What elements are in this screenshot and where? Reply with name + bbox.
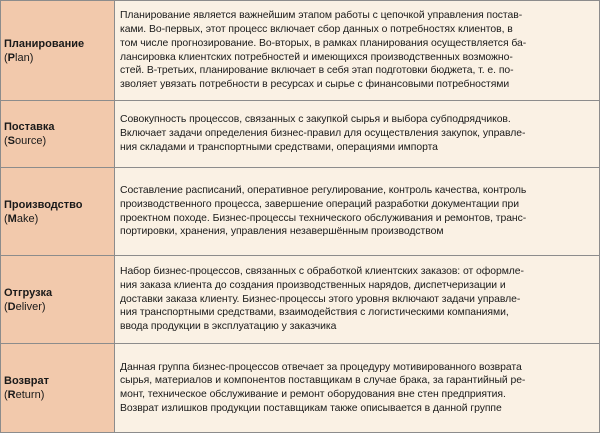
description-line: Включает задачи определения бизнес-правил для осуществления закупок, управле- bbox=[120, 128, 526, 140]
stage-en-rest: eturn) bbox=[15, 389, 45, 401]
description-line: стей. В-третьих, планирование включает в себя этап подготовки бюджета, т. е. по- bbox=[120, 65, 514, 77]
description-line: сырья, материалов и компонентов поставщикам в случае брака, за гарантийный ре- bbox=[120, 375, 526, 387]
description-cell-deliver bbox=[115, 256, 600, 344]
stage-name-ru: Отгрузка bbox=[4, 286, 53, 299]
table-row-deliver bbox=[1, 256, 600, 344]
description-line: производственного процесса, завершение операций разработки документации при bbox=[120, 198, 519, 210]
stage-name-ru: Производство bbox=[4, 198, 83, 211]
stage-cell-deliver bbox=[1, 256, 115, 344]
stage-en-rest: lan) bbox=[15, 51, 34, 64]
stage-name-en bbox=[4, 212, 111, 226]
description-line: Набор бизнес-процессов, связанных с обработкой клиентских заказов: от оформле- bbox=[120, 266, 524, 278]
stage-cell-make bbox=[1, 168, 115, 256]
stage-en-initial: R bbox=[7, 389, 16, 401]
description-cell-plan bbox=[115, 1, 600, 101]
description-line: ния заказа клиента до создания производственных нарядов, диспетчеризации и bbox=[120, 279, 506, 291]
stage-en-open-paren: ( bbox=[4, 51, 8, 64]
stage-en-open-paren: ( bbox=[4, 389, 8, 401]
stage-cell-return bbox=[1, 344, 115, 433]
stage-name-ru: Возврат bbox=[4, 375, 49, 387]
stage-name-ru: Планирование bbox=[4, 37, 85, 50]
description-line: ния складами и транспортными средствами, операциями импорта bbox=[120, 141, 438, 153]
description-line: Возврат излишков продукции поставщикам также описывается в данной группе bbox=[120, 402, 502, 414]
description-line: доставки заказа клиенту. Бизнес-процессы этого уровня включают задачи управле- bbox=[120, 293, 521, 305]
description-line: лансировка клиентских потребностей и имеющихся производственных возможно- bbox=[120, 51, 513, 63]
description-line: портировки, хранения, управления незавершённым производством bbox=[120, 226, 444, 238]
stage-en-initial: S bbox=[7, 135, 16, 147]
description-line: ввода продукции в эксплуатацию у заказчика bbox=[120, 321, 337, 333]
stage-en-open-paren: ( bbox=[4, 300, 8, 313]
stage-en-rest: ource) bbox=[15, 135, 47, 147]
description-line: том числе прогнозирование. Во-вторых, в рамках планирования осуществляется ба- bbox=[120, 37, 527, 49]
stage-name-en bbox=[4, 300, 111, 314]
stage-cell-source bbox=[1, 101, 115, 168]
description-line: Данная группа бизнес-процессов отвечает за процедуру мотивированного возврата bbox=[120, 361, 522, 373]
stage-name-ru: Поставка bbox=[4, 121, 55, 133]
stage-name-en bbox=[4, 51, 111, 65]
stage-en-initial: P bbox=[7, 51, 16, 64]
table-row-make bbox=[1, 168, 600, 256]
stage-en-initial: M bbox=[7, 212, 17, 225]
table-row-plan bbox=[1, 1, 600, 101]
description-line: зволяет увязать потребности в ресурсах и сырье с финансовыми потребностями bbox=[120, 78, 510, 90]
stage-name-en bbox=[4, 134, 111, 148]
description-line: проектном походе. Бизнес-процессы технического обслуживания и ремонтов, транс- bbox=[120, 212, 527, 224]
description-cell-source bbox=[115, 101, 600, 168]
stage-name-en bbox=[4, 388, 111, 402]
description-cell-return bbox=[115, 344, 600, 433]
description-cell-make bbox=[115, 168, 600, 256]
table-row-source bbox=[1, 101, 600, 168]
stage-en-rest: ake) bbox=[16, 212, 39, 225]
stage-en-initial: D bbox=[7, 300, 16, 313]
stage-en-open-paren: ( bbox=[4, 212, 8, 225]
description-line: Составление расписаний, оперативное регулирование, контроль качества, контроль bbox=[120, 185, 527, 197]
stage-cell-plan bbox=[1, 1, 115, 101]
description-line: ками. Во-первых, этот процесс включает сбор данных о потребностях клиентов, в bbox=[120, 24, 513, 36]
description-line: монт, техническое обслуживание и ремонт оборудования вне стен предприятия. bbox=[120, 389, 506, 400]
table-row-return bbox=[1, 344, 600, 433]
stage-en-rest: eliver) bbox=[15, 300, 46, 313]
description-line: ния транспортными средствами, взаимодействия с логистическими компаниями, bbox=[120, 307, 509, 319]
stage-en-open-paren: ( bbox=[4, 135, 8, 147]
description-line: Планирование является важнейшим этапом работы с цепочкой управления постав- bbox=[120, 10, 523, 22]
description-line: Совокупность процессов, связанных с закупкой сырья и выбора субподрядчиков. bbox=[120, 114, 511, 126]
